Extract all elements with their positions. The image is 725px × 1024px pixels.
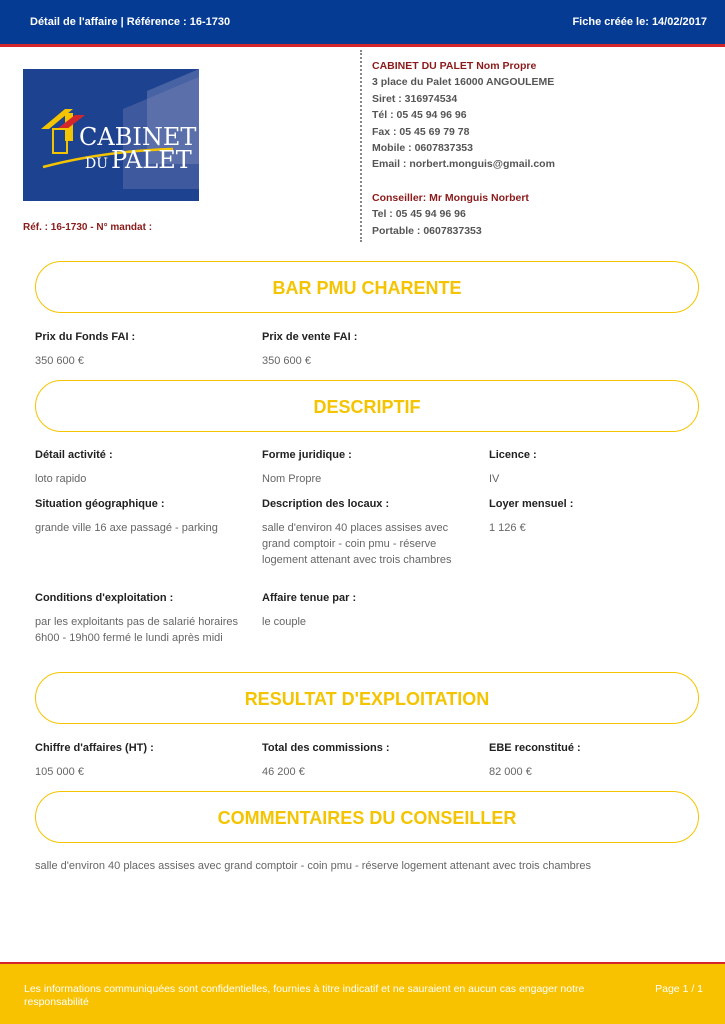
field-conditions [35, 592, 240, 646]
reference-mandat: Réf. : 16-1730 - N° mandat : [23, 222, 153, 233]
ca-label: Chiffre d'affaires (HT) : [35, 742, 154, 754]
ca-value: 105 000 € [35, 766, 84, 778]
prix-fonds-value: 350 600 € [35, 355, 84, 367]
section-resultat: RESULTAT D'EXPLOITATION [35, 672, 699, 724]
commissions-value: 46 200 € [262, 766, 305, 778]
section-title-bar-pmu: BAR PMU CHARENTE [35, 261, 699, 313]
footer-bar [0, 962, 725, 1024]
field-situation [35, 498, 245, 536]
footer-disclaimer: Les informations communiquées sont confidentielles, fournies à titre indicatif et ne sauraient en aucun cas engager notre responsabilité [24, 983, 585, 1008]
page-number: Page 1 / 1 [655, 983, 703, 995]
forme-label: Forme juridique : [262, 449, 352, 461]
licence-value: IV [489, 473, 500, 485]
loyer-value: 1 126 € [489, 522, 526, 534]
cabinet-mobile: Mobile : 0607837353 [372, 142, 473, 155]
contact-block [372, 58, 555, 239]
licence-label: Licence : [489, 449, 537, 461]
situation-value: grande ville 16 axe passagé - parking [35, 522, 218, 534]
cabinet-address: 3 place du Palet 16000 ANGOULEME [372, 76, 555, 89]
logo-text-du: DU [85, 156, 109, 172]
ebe-value: 82 000 € [489, 766, 532, 778]
tenue-value: le couple [262, 616, 307, 628]
prix-vente-label: Prix de vente FAI : [262, 331, 358, 343]
field-chiffre-affaires [35, 742, 154, 780]
field-locaux [262, 498, 467, 568]
locaux-label: Description des locaux : [262, 498, 390, 510]
cabinet-siret: Siret : 316974534 [372, 92, 458, 105]
activite-label: Détail activité : [35, 449, 113, 461]
ebe-label: EBE reconstitué : [489, 742, 581, 754]
advisor-comment: salle d'environ 40 places assises avec grand comptoir - coin pmu - réserve logement attenant avec trois chambres [35, 860, 592, 872]
conditions-label: Conditions d'exploitation : [35, 592, 174, 604]
header-reference: Détail de l'affaire | Référence : 16-1730 [30, 16, 231, 28]
field-ebe [489, 742, 581, 780]
situation-label: Situation géographique : [35, 498, 165, 510]
activite-value: loto rapido [35, 473, 87, 485]
header-created-date: Fiche créée le: 14/02/2017 [572, 16, 707, 28]
field-licence [489, 449, 689, 487]
locaux-value: salle d'environ 40 places assises avec grand comptoir - coin pmu - réserve logement attenant avec trois chambres [262, 522, 452, 566]
prix-fonds-label: Prix du Fonds FAI : [35, 331, 136, 343]
logo-text-palet: PALET [111, 146, 192, 174]
field-loyer [489, 498, 689, 536]
prix-vente-value: 350 600 € [262, 355, 311, 367]
field-activite [35, 449, 245, 487]
advisor-portable: Portable : 0607837353 [372, 224, 482, 237]
logo-graphic [23, 69, 199, 201]
field-commissions [262, 742, 390, 780]
field-prix-fonds [35, 331, 135, 369]
cabinet-tel: Tél : 05 45 94 96 96 [372, 109, 467, 122]
field-prix-vente [262, 331, 357, 369]
dotted-divider [360, 50, 362, 242]
field-tenue [262, 592, 472, 630]
cabinet-du-palet-logo [23, 69, 199, 201]
advisor-tel: Tel : 05 45 94 96 96 [372, 208, 466, 221]
field-forme-juridique [262, 449, 472, 487]
header-bar [0, 0, 725, 47]
conditions-value: par les exploitants pas de salarié horaires 6h00 - 19h00 fermé le lundi après midi [35, 616, 239, 644]
advisor-name: Conseiller: Mr Monguis Norbert [372, 191, 529, 204]
cabinet-fax: Fax : 05 45 69 79 78 [372, 125, 470, 138]
forme-value: Nom Propre [262, 473, 322, 485]
logo-text-line1: CABINET [79, 123, 197, 151]
loyer-label: Loyer mensuel : [489, 498, 574, 510]
commissions-label: Total des commissions : [262, 742, 390, 754]
cabinet-name: CABINET DU PALET Nom Propre [372, 60, 537, 72]
section-descriptif: DESCRIPTIF [35, 380, 699, 432]
tenue-label: Affaire tenue par : [262, 592, 357, 604]
cabinet-email: Email : norbert.monguis@gmail.com [372, 158, 555, 171]
spacer [372, 173, 555, 190]
section-commentaires: COMMENTAIRES DU CONSEILLER [35, 791, 699, 843]
